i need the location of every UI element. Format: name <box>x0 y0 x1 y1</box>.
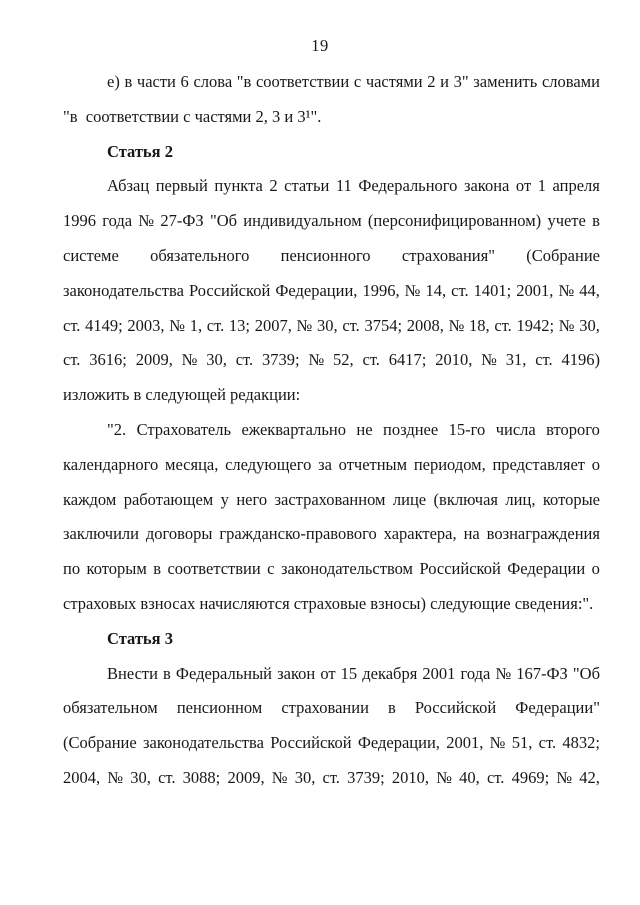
word: № <box>138 211 155 231</box>
word: (Собрание <box>63 733 137 753</box>
word: него <box>236 489 268 509</box>
word: ст. <box>342 315 360 335</box>
word: 15-го <box>448 419 486 439</box>
word: Российской <box>414 698 497 718</box>
word: не <box>356 419 373 439</box>
word: ст. <box>486 767 505 787</box>
text-line <box>63 239 600 274</box>
text-line <box>63 726 600 761</box>
word: характера, <box>383 524 457 544</box>
word: 15 <box>340 663 358 683</box>
word: № <box>436 767 452 787</box>
word: 2009, <box>135 350 173 370</box>
word: о <box>591 454 600 474</box>
word: года <box>460 663 491 683</box>
word: отчетным <box>338 454 408 474</box>
word: 2008, <box>406 315 444 335</box>
word: 52, <box>333 350 354 370</box>
word: Российской <box>188 280 271 300</box>
word: 44, <box>579 280 600 300</box>
word: ст. <box>494 315 512 335</box>
word: Внести <box>107 663 158 683</box>
word: закон <box>277 663 316 683</box>
word: № <box>481 350 497 370</box>
word: заключили <box>63 524 139 544</box>
word: которые <box>542 489 600 509</box>
text-line <box>107 657 600 692</box>
text-line <box>63 552 600 587</box>
word: заменить <box>473 72 538 91</box>
word: ст. <box>235 350 254 370</box>
word: от <box>320 663 336 683</box>
word: 2004, <box>63 767 101 787</box>
word: 30, <box>316 315 338 335</box>
word: 51, <box>511 733 533 753</box>
word: ст. <box>538 733 557 753</box>
word: 30, <box>130 767 151 787</box>
word: с <box>267 559 275 579</box>
word: 3739; <box>347 767 385 787</box>
word: 31, <box>505 350 527 370</box>
text-line <box>63 761 600 796</box>
word: Российской <box>419 559 501 579</box>
word: 3739; <box>262 350 300 370</box>
word: в <box>592 211 600 231</box>
word: 1 <box>537 176 546 196</box>
word: по <box>63 559 81 579</box>
article-heading <box>63 135 600 170</box>
word: 40, <box>459 767 480 787</box>
word: № <box>271 767 288 787</box>
word: 3754; <box>364 315 403 335</box>
word: Федерации <box>507 559 586 579</box>
word: 2009, <box>227 767 265 787</box>
text-line <box>63 274 600 309</box>
word: 2007, <box>254 315 292 335</box>
word: 1401; <box>473 280 512 300</box>
word: ст. <box>63 350 81 370</box>
word: года <box>102 211 133 231</box>
word: 1996 <box>63 211 96 231</box>
word: Абзац <box>107 176 150 196</box>
word: 30, <box>294 767 316 787</box>
text-line <box>63 517 600 552</box>
word: индивидуальном <box>243 211 362 231</box>
paragraph <box>63 657 600 796</box>
paragraph <box>63 413 600 622</box>
word: в <box>124 72 133 91</box>
word: от <box>515 176 532 196</box>
word: 4832; <box>562 733 600 753</box>
word: 2003, <box>127 315 165 335</box>
word: 1996, <box>362 280 400 300</box>
word: 2001, <box>516 280 554 300</box>
word: в <box>153 559 162 579</box>
word: ежеквартально <box>241 419 346 439</box>
word: системе <box>63 245 119 265</box>
word: в <box>163 663 171 683</box>
word: периодом, <box>413 454 486 474</box>
word: (Собрание <box>526 245 600 265</box>
word: 1942; <box>516 315 555 335</box>
word: 3" <box>453 72 469 91</box>
word: (персонифицированном) <box>367 211 542 231</box>
text-line <box>107 65 600 100</box>
word: гражданско-правового <box>219 524 377 544</box>
word: части <box>136 72 176 91</box>
word: следующего <box>225 454 312 474</box>
text-line <box>107 413 600 448</box>
word: договоры <box>145 524 213 544</box>
word: закона <box>463 176 510 196</box>
word: с <box>353 72 362 91</box>
word: е) <box>107 72 120 91</box>
word: 2 <box>427 72 436 91</box>
word: № <box>558 315 575 335</box>
word: № <box>169 315 185 335</box>
word: "2. <box>107 419 127 439</box>
text-line <box>63 691 600 726</box>
word: 2001, <box>446 733 484 753</box>
word: учете <box>547 211 586 231</box>
word: 30, <box>206 350 227 370</box>
page-number: 19 <box>311 36 329 55</box>
word: страховании <box>281 698 369 718</box>
word: № <box>448 315 465 335</box>
word: второго <box>546 419 600 439</box>
word: частями <box>365 72 423 91</box>
word: ст. <box>451 280 469 300</box>
word: за <box>318 454 332 474</box>
word: пенсионном <box>176 698 263 718</box>
word: Российской <box>270 733 352 753</box>
text-line: Статья 3 <box>107 628 173 648</box>
word: № <box>558 280 575 300</box>
word: на <box>463 524 480 544</box>
text-line: изложить в следующей редакции: <box>63 385 301 405</box>
word: Федерации, <box>275 280 358 300</box>
word: 2 <box>269 176 278 196</box>
word: числа <box>495 419 536 439</box>
word: № <box>556 767 573 787</box>
word: месяца, <box>165 454 219 474</box>
word: позднее <box>383 419 439 439</box>
word: "Об <box>209 211 238 231</box>
word: каждом <box>63 489 117 509</box>
word: Федеральный <box>175 663 273 683</box>
word: обязательном <box>63 698 158 718</box>
word: 1, <box>189 315 203 335</box>
word: соответствии <box>255 72 350 91</box>
word: "в <box>236 72 252 91</box>
text-line <box>63 204 600 239</box>
word: обязательного <box>150 245 250 265</box>
word: лиц, <box>505 489 536 509</box>
word: № <box>296 315 313 335</box>
word: 30, <box>579 315 600 335</box>
word: Страхователь <box>136 419 231 439</box>
word: вознаграждения <box>486 524 600 544</box>
word: законодательства <box>63 280 184 300</box>
word: о <box>591 559 600 579</box>
word: 14, <box>425 280 447 300</box>
word: словами <box>541 72 600 91</box>
word: ст. <box>322 767 340 787</box>
word: работающем <box>123 489 214 509</box>
word: 11 <box>335 176 352 196</box>
word: 18, <box>469 315 490 335</box>
text-line: Статья 2 <box>107 141 173 161</box>
word: № <box>489 733 506 753</box>
word: 6 <box>180 72 189 91</box>
word: пенсионного <box>280 245 371 265</box>
text-line <box>63 309 600 344</box>
word: 3616; <box>89 350 127 370</box>
word: пункта <box>214 176 263 196</box>
word: № <box>107 767 124 787</box>
word: 2010, <box>435 350 473 370</box>
text-line <box>107 169 600 204</box>
word: № <box>181 350 198 370</box>
word: статьи <box>284 176 330 196</box>
word: застрахованном <box>274 489 386 509</box>
word: ст. <box>158 767 176 787</box>
text-line <box>63 343 600 378</box>
word: 42, <box>579 767 600 787</box>
word: 6417; <box>388 350 427 370</box>
word: ст. <box>206 315 225 335</box>
word: 4969; <box>511 767 550 787</box>
word: Федерации, <box>357 733 440 753</box>
word: соответствии <box>167 559 261 579</box>
word: 4196) <box>561 350 600 370</box>
word: 3088; <box>182 767 221 787</box>
word: "Об <box>572 663 600 683</box>
word: Федерации" <box>515 698 600 718</box>
word: 167-ФЗ <box>516 663 568 683</box>
word: ст. <box>535 350 553 370</box>
word: в <box>388 698 396 718</box>
paragraph <box>63 169 600 413</box>
word: и <box>440 72 449 91</box>
document-body <box>63 65 600 796</box>
word: у <box>220 489 229 509</box>
word: № <box>404 280 421 300</box>
text-line: "в соответствии с частями 2, 3 и 3¹". <box>63 106 322 126</box>
word: 27-ФЗ <box>160 211 204 231</box>
word: календарного <box>63 454 159 474</box>
word: декабря <box>362 663 418 683</box>
word: ст. <box>362 350 380 370</box>
word: № <box>495 663 512 683</box>
paragraph <box>63 65 600 135</box>
article-heading <box>63 622 600 657</box>
text-line <box>63 483 600 518</box>
word: 13; <box>228 315 250 335</box>
word: апреля <box>552 176 600 196</box>
word: представляет <box>492 454 586 474</box>
text-line <box>63 448 600 483</box>
word: законодательством <box>280 559 414 579</box>
word: (включая <box>433 489 498 509</box>
word: 4149; <box>85 315 123 335</box>
word: первый <box>155 176 208 196</box>
word: слова <box>193 72 233 91</box>
word: № <box>308 350 325 370</box>
word: Федерального <box>358 176 458 196</box>
word: страхования" <box>401 245 495 265</box>
word: ст. <box>63 315 81 335</box>
word: 2010, <box>391 767 430 787</box>
word: 2001 <box>422 663 456 683</box>
word: лице <box>392 489 427 509</box>
word: которым <box>86 559 147 579</box>
text-line: страховых взносах начисляются страховые взносы) следующие сведения:". <box>63 593 594 613</box>
word: законодательства <box>143 733 264 753</box>
